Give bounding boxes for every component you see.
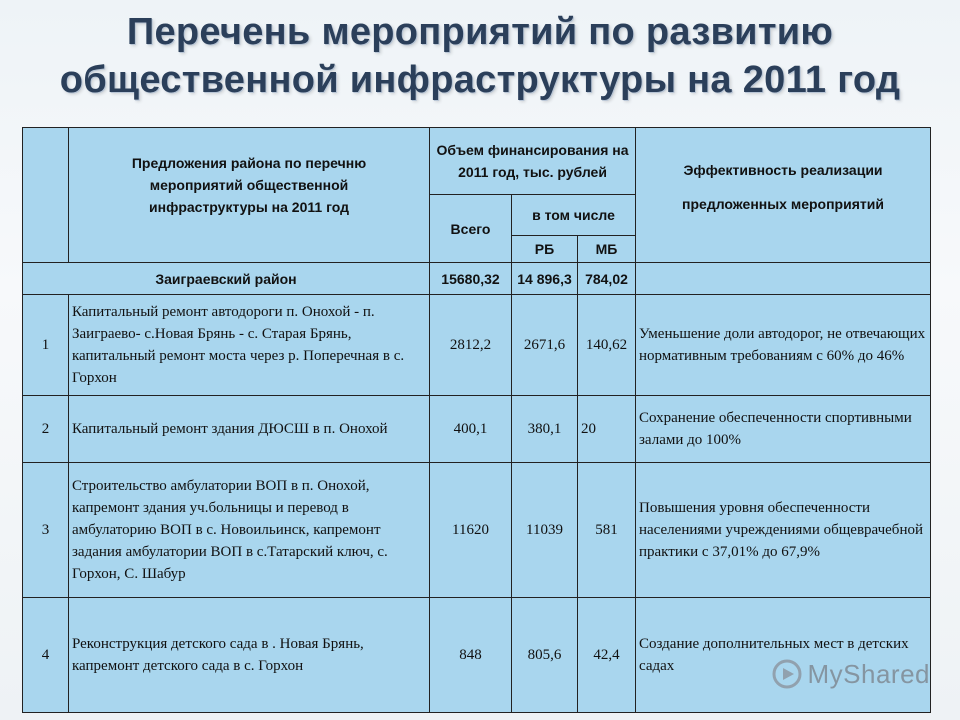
header-including: в том числе — [512, 195, 636, 236]
row-total: 400,1 — [430, 396, 512, 463]
header-proposals: Предложения района по перечню мероприятий общественной инфраструктуры на 2011 год — [69, 128, 430, 263]
title-line-2: общественной инфраструктуры на 2011 год — [59, 59, 901, 101]
row-number: 3 — [23, 463, 69, 598]
row-mb: 42,4 — [578, 598, 636, 713]
table-row — [23, 295, 931, 396]
page-title — [0, 8, 960, 104]
row-number: 1 — [23, 295, 69, 396]
row-total: 848 — [430, 598, 512, 713]
row-efficiency: Сохранение обеспеченности спортивными залами до 100% — [636, 396, 931, 463]
header-total: Всего — [430, 195, 512, 263]
district-rb: 14 896,3 — [512, 263, 578, 295]
row-number: 2 — [23, 396, 69, 463]
row-total: 11620 — [430, 463, 512, 598]
watermark-text: MyShared — [807, 658, 930, 689]
row-description: Реконструкция детского сада в . Новая Брянь, капремонт детского сада в с. Горхон — [69, 598, 430, 713]
infrastructure-table-container — [22, 127, 930, 708]
row-rb: 2671,6 — [512, 295, 578, 396]
myshared-logo-icon — [772, 659, 802, 689]
header-efficiency — [636, 128, 931, 263]
row-mb: 581 — [578, 463, 636, 598]
header-efficiency-line2: предложенных мероприятий — [682, 196, 884, 212]
row-rb: 805,6 — [512, 598, 578, 713]
row-number: 4 — [23, 598, 69, 713]
row-efficiency: Уменьшение доли автодорог, не отвечающих нормативным требованиям с 60% до 46% — [636, 295, 931, 396]
row-mb: 20 — [578, 396, 636, 463]
row-mb: 140,62 — [578, 295, 636, 396]
table-row — [23, 463, 931, 598]
district-name: Заиграевский район — [23, 263, 430, 295]
district-mb: 784,02 — [578, 263, 636, 295]
header-efficiency-line1: Эффективность реализации — [683, 162, 883, 178]
header-funding: Объем финансирования на 2011 год, тыс. рублей — [430, 128, 636, 195]
row-description: Строительство амбулатории ВОП в п. Онохой, капремонт здания уч.больницы и перевод в амбулаторию ВОП в с. Новоильинск, капремонт задания амбулатории ВОП в с.Татарский ключ, с. Горхон, С. Шабур — [69, 463, 430, 598]
row-efficiency: Повышения уровня обеспеченности населениями учреждениями общеврачебной практики с 37,01% до 67,9% — [636, 463, 931, 598]
header-num-cell — [23, 128, 69, 263]
row-description: Капитальный ремонт автодороги п. Онохой - п. Заиграево- с.Новая Брянь - с. Старая Брянь, капитальный ремонт моста через р. Поперечная в с. Горхон — [69, 295, 430, 396]
district-efficiency-empty — [636, 263, 931, 295]
row-rb: 380,1 — [512, 396, 578, 463]
header-rb: РБ — [512, 236, 578, 263]
title-line-1: Перечень мероприятий по развитию — [126, 11, 834, 53]
header-mb: МБ — [578, 236, 636, 263]
row-rb: 11039 — [512, 463, 578, 598]
table-row — [23, 598, 931, 713]
infrastructure-table — [22, 127, 931, 713]
row-efficiency: Создание дополнительных мест в детских садах — [636, 598, 931, 713]
row-total: 2812,2 — [430, 295, 512, 396]
row-description: Капитальный ремонт здания ДЮСШ в п. Онохой — [69, 396, 430, 463]
table-row — [23, 396, 931, 463]
watermark — [772, 656, 931, 692]
district-total: 15680,32 — [430, 263, 512, 295]
